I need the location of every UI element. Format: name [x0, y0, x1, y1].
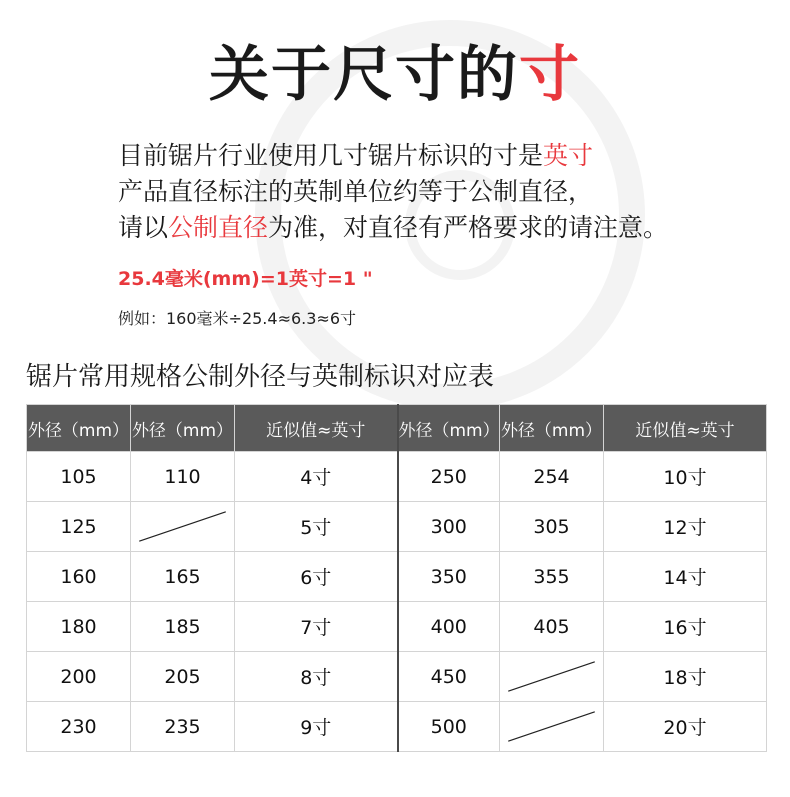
table-cell: 400: [398, 602, 500, 652]
table-cell: 405: [500, 602, 604, 652]
table-cell: 5寸: [235, 502, 398, 552]
table-title: 锯片常用规格公制外径与英制标识对应表: [26, 362, 495, 392]
intro-paragraph: [118, 138, 668, 246]
table-cell: 185: [131, 602, 235, 652]
diagonal-slash-icon: [500, 702, 603, 751]
header-cell: 外径（mm）: [131, 405, 235, 452]
table-cell: 105: [27, 452, 131, 502]
table-row: [27, 502, 767, 552]
spec-table: [26, 404, 767, 752]
empty-cell: [131, 502, 235, 552]
table-cell: 18寸: [604, 652, 767, 702]
table-cell: 254: [500, 452, 604, 502]
table-cell: 500: [398, 702, 500, 752]
title-highlight: 寸: [519, 40, 581, 110]
table-cell: 8寸: [235, 652, 398, 702]
table-cell: 230: [27, 702, 131, 752]
table-cell: 6寸: [235, 552, 398, 602]
table-cell: 4寸: [235, 452, 398, 502]
header-cell: 外径（mm）: [27, 405, 131, 452]
intro-line-1-text: 目前锯片行业使用几寸锯片标识的寸是: [118, 141, 544, 170]
table-row: [27, 652, 767, 702]
table-cell: 165: [131, 552, 235, 602]
header-cell: 外径（mm）: [398, 405, 500, 452]
intro-line-3: [118, 210, 668, 246]
table-body: [27, 452, 767, 752]
page-title: [0, 36, 790, 114]
table-cell: 180: [27, 602, 131, 652]
table-row: [27, 552, 767, 602]
table-row: [27, 702, 767, 752]
conversion-example: 例如：160毫米÷25.4≈6.3≈6寸: [118, 309, 357, 328]
table-cell: 7寸: [235, 602, 398, 652]
table-cell: 125: [27, 502, 131, 552]
intro-line-3-highlight: 公制直径: [168, 213, 269, 242]
table-cell: 9寸: [235, 702, 398, 752]
table-cell: 10寸: [604, 452, 767, 502]
table-header-row: [27, 405, 767, 452]
table-cell: 355: [500, 552, 604, 602]
table-cell: 250: [398, 452, 500, 502]
empty-cell: [500, 652, 604, 702]
table-cell: 350: [398, 552, 500, 602]
title-main: 关于尺寸的: [209, 40, 519, 110]
intro-line-1: [118, 138, 668, 174]
intro-line-1-highlight: 英寸: [543, 141, 594, 170]
table-row: [27, 452, 767, 502]
table-cell: 16寸: [604, 602, 767, 652]
table-cell: 14寸: [604, 552, 767, 602]
table-cell: 450: [398, 652, 500, 702]
table-cell: 305: [500, 502, 604, 552]
diagonal-slash-icon: [131, 502, 234, 551]
table-cell: 110: [131, 452, 235, 502]
empty-cell: [500, 702, 604, 752]
table-cell: 160: [27, 552, 131, 602]
table-cell: 205: [131, 652, 235, 702]
conversion-formula: 25.4毫米(mm)=1英寸=1 ": [118, 268, 373, 290]
intro-line-3-text: 请以: [118, 213, 169, 242]
table-cell: 300: [398, 502, 500, 552]
header-cell: 近似值≈英寸: [235, 405, 398, 452]
table-cell: 235: [131, 702, 235, 752]
table-cell: 200: [27, 652, 131, 702]
diagonal-slash-icon: [500, 652, 603, 701]
intro-line-3-text-end: 为准，对直径有严格要求的请注意。: [268, 213, 669, 242]
header-cell: 近似值≈英寸: [604, 405, 767, 452]
header-cell: 外径（mm）: [500, 405, 604, 452]
table-cell: 20寸: [604, 702, 767, 752]
intro-line-2: 产品直径标注的英制单位约等于公制直径，: [118, 177, 594, 206]
table-cell: 12寸: [604, 502, 767, 552]
table-row: [27, 602, 767, 652]
